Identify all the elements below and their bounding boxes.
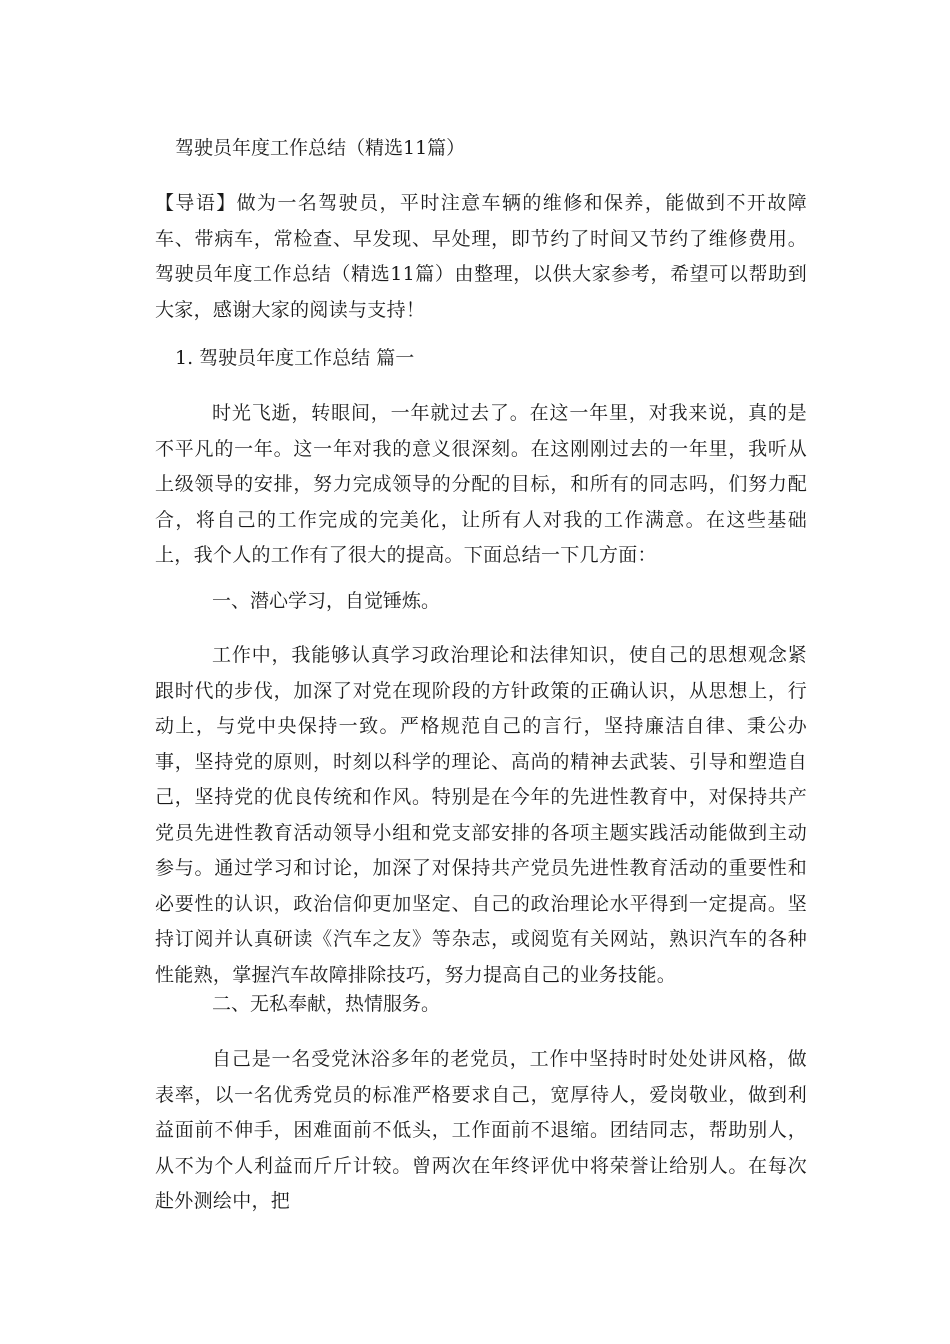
document-title: 驾驶员年度工作总结（精选11篇） xyxy=(175,137,466,159)
subsection-heading-2: 二、无私奉献，热情服务。 xyxy=(212,993,441,1015)
body-paragraph-2: 工作中，我能够认真学习政治理论和法律知识，使自己的思想观念紧跟时代的步伐，加深了对党在现阶段的方针政策的正确认识，从思想上，行动上，与党中央保持一致。严格规范自己的言行，坚持廉洁自律、秉公办事，坚持党的原则，时刻以科学的理论、高尚的精神去武装、引导和塑造自己，坚持党的优良传统和作风。特别是在今年的先进性教育中，对保持共产党员先进性教育活动领导小组和党支部安排的各项主题实践活动能做到主动参与。通过学习和讨论，加深了对保持共产党员先进性教育活动的重要性和必要性的认识，政治信仰更加坚定、自己的政治理论水平得到一定提高。坚持订阅并认真研读《汽车之友》等杂志，或阅览有关网站，熟识汽车的各种性能熟，掌握汽车故障排除技巧，努力提高自己的业务技能。 xyxy=(155,644,807,986)
subsection-heading-1: 一、潜心学习，自觉锤炼。 xyxy=(212,590,441,612)
body-paragraph-1: 时光飞逝，转眼间，一年就过去了。在这一年里，对我来说，真的是不平凡的一年。这一年对我的意义很深刻。在这刚刚过去的一年里，我听从上级领导的安排，努力完成领导的分配的目标，和所有的同志吗，们努力配合，将自己的工作完成的完美化，让所有人对我的工作满意。在这些基础上，我个人的工作有了很大的提高。下面总结一下几方面： xyxy=(155,402,807,566)
intro-paragraph: 【导语】做为一名驾驶员，平时注意车辆的维修和保养，能做到不开故障车、带病车，常检查、早发现、早处理，即节约了时间又节约了维修费用。驾驶员年度工作总结（精选11篇）由整理，以供大家参考，希望可以帮助到大家，感谢大家的阅读与支持！ xyxy=(155,192,807,321)
section-heading: 1. 驾驶员年度工作总结 篇一 xyxy=(175,347,415,369)
body-paragraph-3: 自己是一名受党沐浴多年的老党员，工作中坚持时时处处讲风格，做表率，以一名优秀党员的标准严格要求自己，宽厚待人，爱岗敬业，做到利益面前不伸手，困难面前不低头，工作面前不退缩。团结同志，帮助别人，从不为个人利益而斤斤计较。曾两次在年终评优中将荣誉让给别人。在每次赴外测绘中，把 xyxy=(155,1048,807,1212)
